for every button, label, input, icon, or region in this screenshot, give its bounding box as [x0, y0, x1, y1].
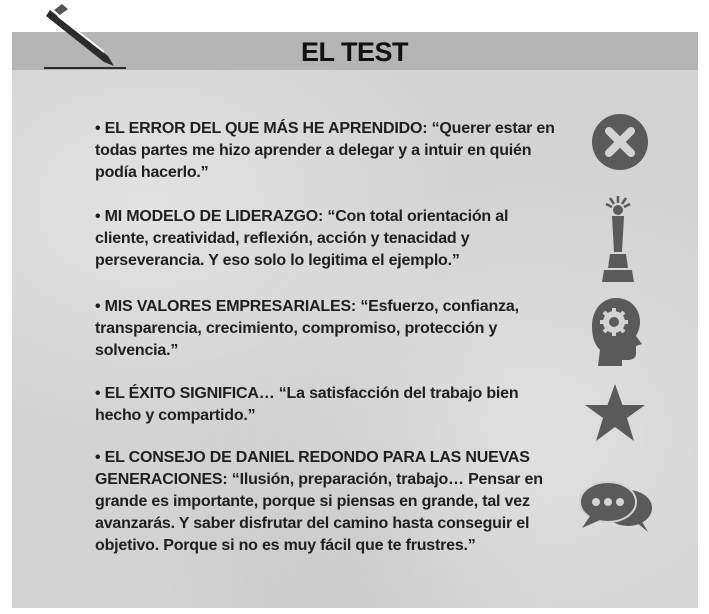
- item-text: “Con total orientación al cliente, creatividad, reflexión, acción y tenacidad y perseverancia. Y eso solo lo legitima el ejemplo.”: [95, 208, 509, 269]
- list-item: [95, 206, 565, 272]
- item-label: • MIS VALORES EMPRESARIALES:: [95, 298, 357, 315]
- star-icon: [584, 384, 646, 442]
- item-label: • EL CONSEJO DE DANIEL REDONDO PARA LAS NUEVAS GENERACIONES:: [95, 449, 530, 488]
- list-item: [95, 118, 565, 184]
- item-text: “Ilusión, preparación, trabajo… Pensar en grande es importante, porque si piensas en grande, tal vez avanzarás. Y saber disfrutar del camino hasta conseguir el objetivo. Porque si no es muy fácil que te frustres.”: [95, 471, 543, 554]
- close-circle-icon: [590, 112, 650, 172]
- item-label: • EL ERROR DEL QUE MÁS HE APRENDIDO:: [95, 120, 428, 137]
- item-text: “Esfuerzo, confianza, transparencia, crecimiento, compromiso, protección y solvencia.”: [95, 298, 519, 359]
- item-label: • EL ÉXITO SIGNIFICA…: [95, 385, 275, 402]
- page-title: EL TEST: [300, 37, 409, 67]
- item-text: “Querer estar en todas partes me hizo aprender a delegar y a intuir en quién podía hacerlo.”: [95, 120, 555, 181]
- head-gear-icon: [592, 296, 644, 366]
- item-text: “La satisfacción del trabajo bien hecho y compartido.”: [95, 385, 519, 424]
- chat-bubbles-icon: [578, 478, 654, 534]
- item-label: • MI MODELO DE LIDERAZGO:: [95, 208, 324, 225]
- trophy-icon: [598, 196, 638, 286]
- list-item: [95, 447, 565, 557]
- pen-icon: [38, 0, 128, 72]
- list-item: [95, 296, 565, 362]
- list-item: [95, 383, 565, 427]
